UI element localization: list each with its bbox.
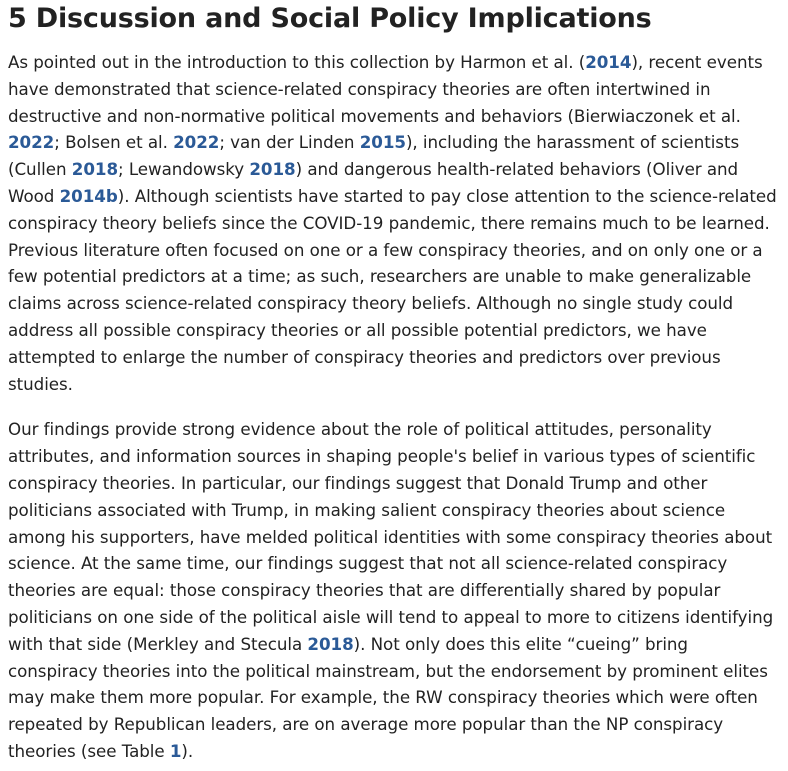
citation-link[interactable]: 2014 [585,52,632,72]
citation-link[interactable]: 2018 [307,633,354,654]
section-heading: 5 Discussion and Social Policy Implications [8,3,652,34]
paragraph-text: ). [181,740,194,761]
paragraph-1 [8,49,780,397]
paragraph-text: ; Bolsen et al. [54,132,174,153]
citation-link[interactable]: 2022 [173,132,220,153]
paragraph-text: ). Although scientists have started to pay close attention to the science-related conspiracy theory beliefs since the COVID-19 pandemic, there remains much to be learned. Previous literature often focused on one or a few conspiracy theories, and on only one or a few potential predictors at a time; as such, researchers are unable to make generalizable claims across science-related conspiracy theory beliefs. Although no single study could address all possible conspiracy theories or all possible potential predictors, we have attempted to enlarge the number of conspiracy theories and predictors over previous studies. [8,185,777,394]
citation-link[interactable]: 2015 [359,132,406,153]
paragraph-text: ; Lewandowsky [118,159,250,180]
citation-link[interactable]: 2018 [249,159,296,180]
paragraph-text: ), recent events have demonstrated that science-related conspiracy theories are often intertwined in destructive and non-normative political movements and behaviors (Bierwiaczonek et al. [8,52,763,126]
paragraph-text: As pointed out in the introduction to this collection by Harmon et al. ( [8,52,586,72]
citation-link[interactable]: 2018 [71,159,119,180]
paragraph-text: Our findings provide strong evidence about the role of political attitudes, personality attributes, and information sources in shaping people's belief in various types of scientific conspiracy theories. In particular, our findings suggest that Donald Trump and other politicians associated with Trump, in making salient conspiracy theories about science among his supporters, have melded political identities with some conspiracy theories about science. At the same time, our findings suggest that not all science-related conspiracy theories are equal: those conspiracy theories that are differentially shared by popular politicians on one side of the political aisle will tend to appeal to more to citizens identifying with that side (Merkley and Stecula [8,419,774,654]
paragraph-text: ; van der Linden [219,132,360,153]
citation-link[interactable]: 2014b [59,185,118,206]
table-reference-link[interactable]: 1 [169,740,182,761]
paragraph-2 [8,416,780,764]
paragraph-text: ). Not only does this elite “cueing” bring conspiracy theories into the political mainstream, but the endorsement by prominent elites may make them more popular. For example, the RW conspiracy theories which were often repeated by Republican leaders, are on average more popular than the NP conspiracy theories (see Table [8,633,768,761]
citation-link[interactable]: 2022 [8,132,55,153]
paragraph-text: ), including the harassment of scientists (Cullen [8,132,740,180]
paragraph-text: ) and dangerous health-related behaviors (Oliver and Wood [8,159,739,206]
